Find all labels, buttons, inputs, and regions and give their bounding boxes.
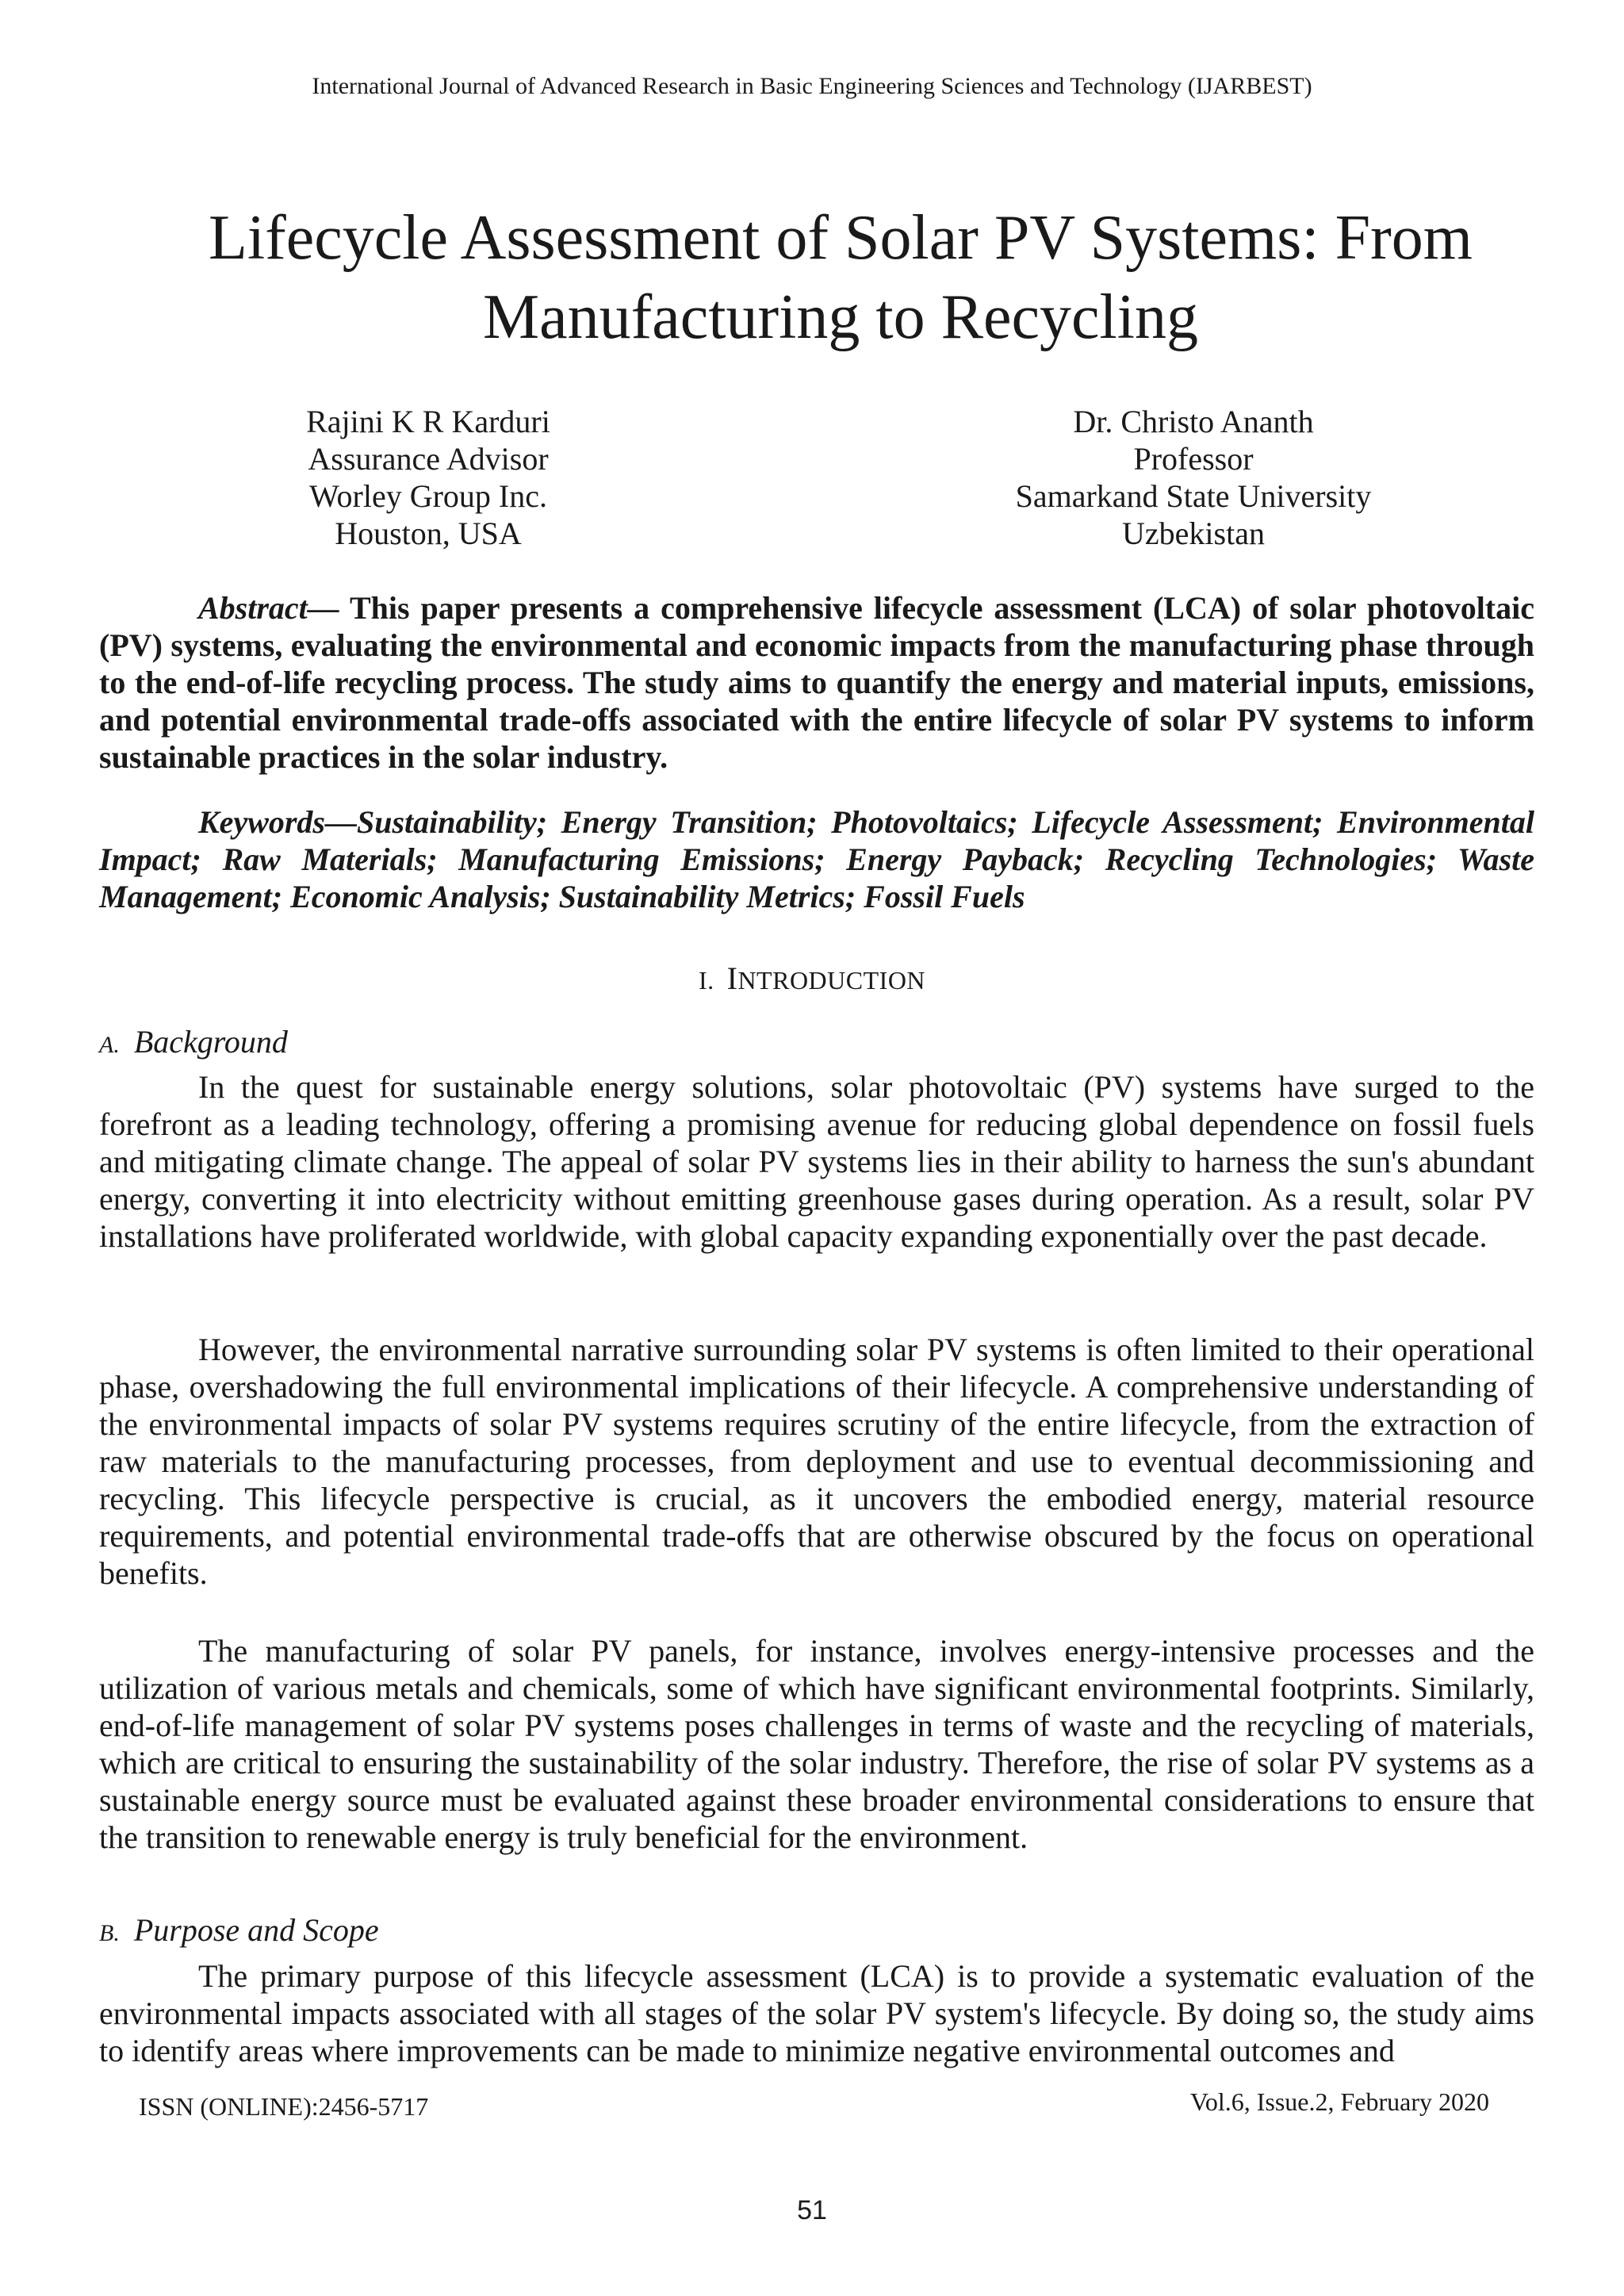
author-block-2 — [971, 403, 1415, 552]
author-name: Dr. Christo Ananth — [1073, 404, 1314, 439]
author-organization: Worley Group Inc. — [308, 478, 548, 514]
author-name: Rajini K R Karduri — [306, 404, 550, 439]
paragraph: In the quest for sustainable energy solutions, solar photovoltaic (PV) systems have surged to the forefront as a leading technology, offering a promising avenue for reducing global dependence on fossil fuels and mitigating climate change. The appeal of solar PV systems lies in their ability to harness the sun's abundant energy, converting it into electricity without emitting greenhouse gases during operation. As a result, solar PV installations have proliferated worldwide, with global capacity expanding exponentially over the past decade. — [99, 1069, 1534, 1254]
abstract-text: This paper presents a comprehensive lifecycle assessment (LCA) of solar photovoltaic (PV) systems, evaluating the environmental and economic impacts from the manufacturing phase through to the end-of-life recycling process. The study aims to quantify the energy and material inputs, emissions, and potential environmental trade-offs associated with the entire lifecycle of solar PV systems to inform sustainable practices in the solar industry. — [99, 590, 1534, 775]
section-title-initial: I — [726, 960, 738, 996]
author-location: Uzbekistan — [1122, 516, 1265, 551]
footer-issn: ISSN (ONLINE):2456-5717 — [139, 2092, 429, 2121]
abstract — [99, 589, 1534, 776]
subsection-letter: A. — [99, 1032, 120, 1058]
subsection-title: Background — [133, 1024, 288, 1060]
subsection-title: Purpose and Scope — [133, 1912, 379, 1948]
abstract-lead: Abstract— — [198, 590, 339, 626]
author-organization: Samarkand State University — [1015, 478, 1372, 514]
section-title-rest: NTRODUCTION — [737, 966, 926, 995]
paper-title — [159, 198, 1522, 357]
subsection-letter: B. — [99, 1920, 120, 1946]
author-role: Professor — [1133, 441, 1254, 477]
subsection-heading-purpose-scope — [99, 1911, 379, 1949]
keywords: Keywords—Sustainability; Energy Transition; Photovoltaics; Lifecycle Assessment; Environmental Impact; Raw Materials; Manufacturing Emissions; Energy Payback; Recycling Technologies; Waste Management; Economic Analysis; Sustainability Metrics; Fossil Fuels — [99, 804, 1534, 914]
paragraph: However, the environmental narrative surrounding solar PV systems is often limited to their operational phase, overshadowing the full environmental implications of their lifecycle. A comprehensive understanding of the environmental impacts of solar PV systems requires scrutiny of the entire lifecycle, from the extraction of raw materials to the manufacturing processes, from deployment and use to eventual decommissioning and recycling. This lifecycle perspective is crucial, as it uncovers the embodied energy, material resource requirements, and potential environmental trade-offs that are otherwise obscured by the focus on operational benefits. — [99, 1332, 1534, 1591]
paper-title-line-1: Lifecycle Assessment of Solar PV Systems: From — [209, 203, 1473, 273]
paper-title-line-2: Manufacturing to Recycling — [483, 282, 1198, 352]
section-number: I. — [698, 966, 714, 995]
author-role: Assurance Advisor — [308, 441, 549, 477]
author-block-1 — [262, 403, 595, 552]
running-head: International Journal of Advanced Research in Basic Engineering Sciences and Technology (IJARBEST) — [312, 73, 1312, 99]
page-number: 51 — [797, 2195, 827, 2225]
paragraph: The manufacturing of solar PV panels, for instance, involves energy-intensive processes and the utilization of various metals and chemicals, some of which have significant environmental footprints. Similarly, end-of-life management of solar PV systems poses challenges in terms of waste and the recycling of materials, which are critical to ensuring the sustainability of the solar industry. Therefore, the rise of solar PV systems as a sustainable energy source must be evaluated against these broader environmental considerations to ensure that the transition to renewable energy is truly beneficial for the environment. — [99, 1633, 1534, 1855]
paragraph: The primary purpose of this lifecycle assessment (LCA) is to provide a systematic evaluation of the environmental impacts associated with all stages of the solar PV system's lifecycle. By doing so, the study aims to identify areas where improvements can be made to minimize negative environmental outcomes and — [99, 1958, 1534, 2068]
section-heading-introduction — [0, 960, 1624, 997]
footer-volume: Vol.6, Issue.2, February 2020 — [1189, 2087, 1489, 2116]
subsection-heading-background — [99, 1023, 288, 1060]
author-location: Houston, USA — [335, 516, 522, 551]
